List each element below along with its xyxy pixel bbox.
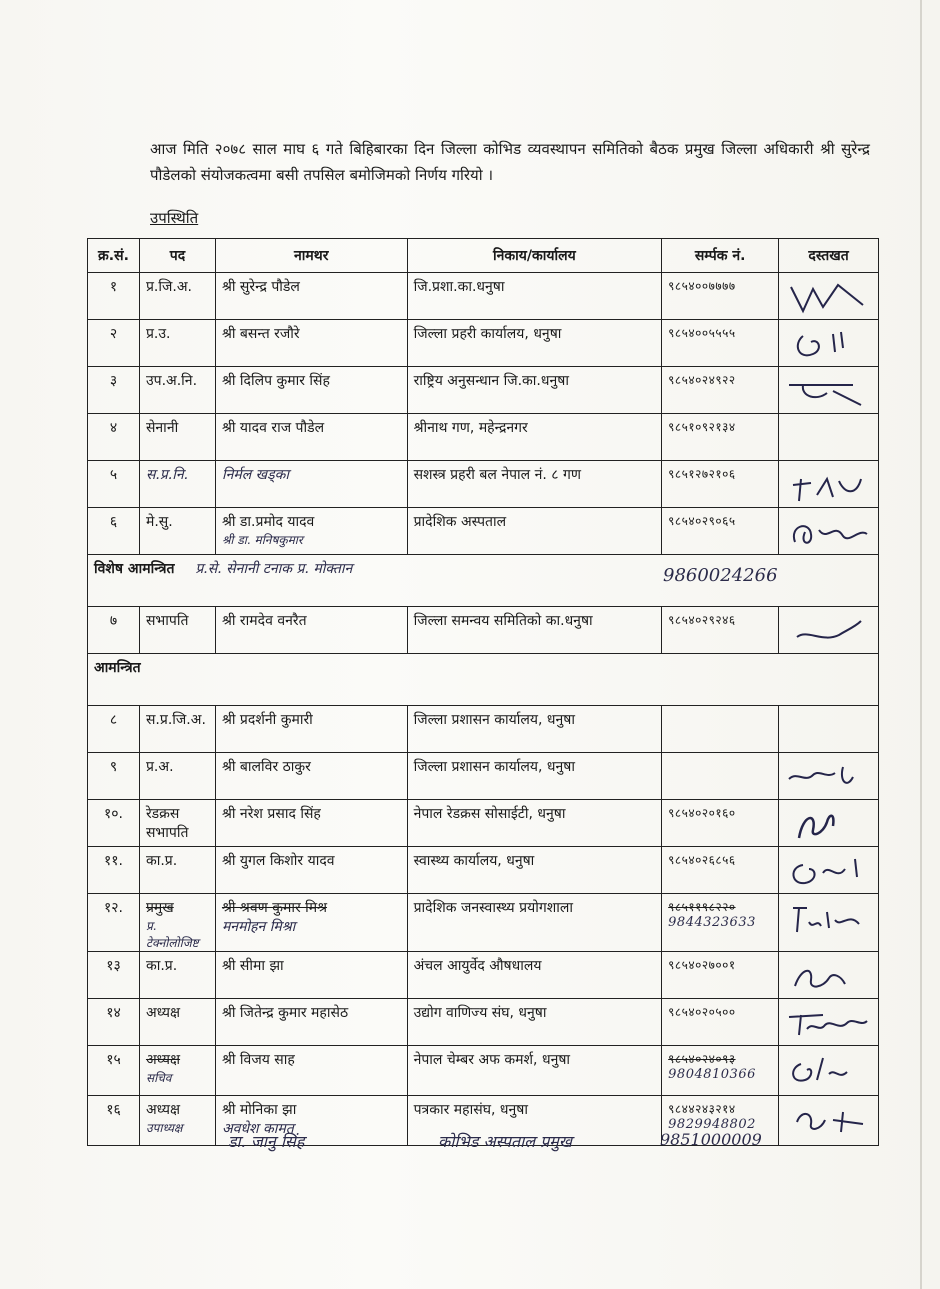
cell-position-handwritten: उपाध्यक्ष xyxy=(145,1121,183,1135)
header-name: नामथर xyxy=(215,239,407,273)
table-row xyxy=(88,320,879,367)
cell-signature xyxy=(779,461,879,508)
cell-phone: ९८५४०२४९२२ xyxy=(662,367,779,414)
cell-name-printed: श्री श्रवण कुमार मिश्र xyxy=(221,900,328,916)
footer-handwritten-phone: 9851000009 xyxy=(660,1130,762,1149)
signature-mark xyxy=(783,465,873,505)
cell-phone xyxy=(662,1046,779,1096)
footer-handwritten-name: डा. जानु सिंह xyxy=(228,1132,305,1151)
cell-name-handwritten: श्री डा. मनिषकुमार xyxy=(221,533,303,547)
cell-signature xyxy=(779,367,879,414)
cell-phone: ९८५४०२९०६५ xyxy=(662,508,779,555)
signature-mark xyxy=(783,757,873,797)
cell-name: श्री विजय साह xyxy=(215,1046,407,1096)
cell-sn: ७ xyxy=(88,607,140,654)
signature-mark xyxy=(783,804,873,844)
cell-name: श्री नरेश प्रसाद सिंह xyxy=(215,800,407,847)
cell-name: श्री यादव राज पौडेल xyxy=(215,414,407,461)
cell-sn: ५ xyxy=(88,461,140,508)
cell-position-handwritten: सचिव xyxy=(145,1071,172,1085)
cell-position: सेनानी xyxy=(139,414,215,461)
attendance-table xyxy=(87,238,879,1146)
cell-name: श्री प्रदर्शनी कुमारी xyxy=(215,706,407,753)
cell-signature xyxy=(779,607,879,654)
cell-name: श्री बसन्त रजौरे xyxy=(215,320,407,367)
table-row xyxy=(88,753,879,800)
cell-office: जिल्ला प्रशासन कार्यालय, धनुषा xyxy=(407,753,662,800)
cell-signature xyxy=(779,1096,879,1146)
cell-name: श्री सीमा झा xyxy=(215,952,407,999)
cell-signature xyxy=(779,753,879,800)
cell-signature xyxy=(779,894,879,952)
cell-phone xyxy=(662,706,779,753)
cell-phone: ९८५४०२७००१ xyxy=(662,952,779,999)
cell-position: स.प्र.जि.अ. xyxy=(139,706,215,753)
footer-handwritten-title: कोभिड अस्पताल प्रमुख xyxy=(438,1132,572,1151)
cell-office: जिल्ला प्रहरी कार्यालय, धनुषा xyxy=(407,320,662,367)
cell-name-printed: श्री मोनिका झा xyxy=(221,1102,297,1118)
cell-position: उप.अ.नि. xyxy=(139,367,215,414)
cell-sn: ८ xyxy=(88,706,140,753)
cell-position-printed: अध्यक्ष xyxy=(145,1102,181,1118)
cell-name-handwritten: मनमोहन मिश्रा xyxy=(221,919,296,935)
cell-name xyxy=(215,508,407,555)
signature-mark xyxy=(783,851,873,891)
special-invited-row xyxy=(88,555,879,607)
cell-sn: १६ xyxy=(88,1096,140,1146)
table-row xyxy=(88,414,879,461)
cell-name xyxy=(215,894,407,952)
cell-signature xyxy=(779,999,879,1046)
invited-label: आमन्त्रित xyxy=(88,654,879,706)
cell-phone: ९८५४०२६८५६ xyxy=(662,847,779,894)
cell-phone-printed: ९८४४२४३२१४ xyxy=(668,1102,736,1116)
cell-position xyxy=(139,1096,215,1146)
cell-name-printed: श्री डा.प्रमोद यादव xyxy=(221,514,315,530)
cell-name: श्री सुरेन्द्र पौडेल xyxy=(215,273,407,320)
invited-row xyxy=(88,654,879,706)
cell-position xyxy=(139,894,215,952)
cell-signature xyxy=(779,414,879,461)
cell-phone: ९८५१०९२१३४ xyxy=(662,414,779,461)
table-row xyxy=(88,508,879,555)
signature-mark xyxy=(783,512,873,552)
cell-sn: १०. xyxy=(88,800,140,847)
cell-sn: ९ xyxy=(88,753,140,800)
cell-position: प्र.अ. xyxy=(139,753,215,800)
table-row xyxy=(88,952,879,999)
cell-name: निर्मल खड्का xyxy=(215,461,407,508)
section-title-attendance: उपस्थिति xyxy=(150,209,199,227)
header-office: निकाय/कार्यालय xyxy=(407,239,662,273)
special-invited-phone: 9860024266 xyxy=(663,565,778,586)
cell-sn: १४ xyxy=(88,999,140,1046)
cell-phone: ९८५४००५५५५ xyxy=(662,320,779,367)
cell-position: सभापति xyxy=(139,607,215,654)
cell-office: नेपाल चेम्बर अफ कमर्श, धनुषा xyxy=(407,1046,662,1096)
cell-name: श्री रामदेव वनरैत xyxy=(215,607,407,654)
cell-signature xyxy=(779,800,879,847)
cell-sn: ६ xyxy=(88,508,140,555)
cell-position-printed: प्रमुख xyxy=(145,900,174,916)
cell-position: अध्यक्ष xyxy=(139,999,215,1046)
cell-signature xyxy=(779,320,879,367)
cell-position: प्र.उ. xyxy=(139,320,215,367)
table-row xyxy=(88,800,879,847)
cell-position xyxy=(139,1046,215,1096)
cell-office: पत्रकार महासंघ, धनुषा xyxy=(407,1096,662,1146)
cell-office: स्वास्थ्य कार्यालय, धनुषा xyxy=(407,847,662,894)
cell-phone-printed: ९८५४०२४०९३ xyxy=(668,1052,736,1066)
cell-position: मे.सु. xyxy=(139,508,215,555)
cell-phone: ९८५४०२९२४६ xyxy=(662,607,779,654)
signature-mark xyxy=(783,611,873,651)
cell-phone xyxy=(662,753,779,800)
cell-phone: ९८५१२७२१०६ xyxy=(662,461,779,508)
cell-position: प्र.जि.अ. xyxy=(139,273,215,320)
signature-mark xyxy=(783,956,873,996)
cell-phone-handwritten: 9829948802 xyxy=(668,1117,756,1132)
cell-signature xyxy=(779,508,879,555)
cell-phone-printed: ९८५११९८२२० xyxy=(668,900,736,914)
cell-office: प्रादेशिक अस्पताल xyxy=(407,508,662,555)
cell-position: का.प्र. xyxy=(139,952,215,999)
signature-mark xyxy=(783,1100,873,1140)
cell-sn: १५ xyxy=(88,1046,140,1096)
signature-mark xyxy=(783,277,873,317)
cell-sn: १२. xyxy=(88,894,140,952)
cell-name-handwritten: अवधेश कामत xyxy=(221,1121,294,1137)
table-row xyxy=(88,847,879,894)
cell-position-handwritten: प्र. टेक्नोलोजिष्ट xyxy=(145,919,199,950)
cell-office: जिल्ला समन्वय समितिको का.धनुषा xyxy=(407,607,662,654)
header-sn: क्र.सं. xyxy=(88,239,140,273)
table-row xyxy=(88,706,879,753)
cell-signature xyxy=(779,952,879,999)
signature-mark xyxy=(783,324,873,364)
cell-phone xyxy=(662,894,779,952)
cell-office: जिल्ला प्रशासन कार्यालय, धनुषा xyxy=(407,706,662,753)
special-invited-label: विशेष आमन्त्रित xyxy=(94,561,175,577)
header-signature: दस्तखत xyxy=(779,239,879,273)
cell-phone: ९८५४००७७७७ xyxy=(662,273,779,320)
signature-mark xyxy=(783,898,873,938)
intro-paragraph: आज मिति २०७८ साल माघ ६ गते बिहिबारका दिन जिल्ला कोभिड व्यवस्थापन समितिको बैठक प्रमुख जिल्ला अधिकारी श्री सुरेन्द्र पौडेलको संयोजकत्वमा बसी तपसिल बमोजिमको निर्णय गरियो । xyxy=(150,140,870,184)
header-phone: सर्म्पक नं. xyxy=(662,239,779,273)
cell-signature xyxy=(779,1046,879,1096)
table-row xyxy=(88,461,879,508)
header-position: पद xyxy=(139,239,215,273)
cell-phone: ९८५४०२०१६० xyxy=(662,800,779,847)
table-row xyxy=(88,367,879,414)
cell-name: श्री जितेन्द्र कुमार महासेठ xyxy=(215,999,407,1046)
cell-phone-handwritten: 9804810366 xyxy=(668,1067,756,1082)
special-invited-cell xyxy=(88,555,879,607)
signature-mark xyxy=(783,1003,873,1043)
cell-position: स.प्र.नि. xyxy=(139,461,215,508)
signature-mark xyxy=(783,1050,873,1090)
cell-office: प्रादेशिक जनस्वास्थ्य प्रयोगशाला xyxy=(407,894,662,952)
cell-signature xyxy=(779,273,879,320)
cell-sn: ३ xyxy=(88,367,140,414)
table-header-row xyxy=(88,239,879,273)
cell-sn: १ xyxy=(88,273,140,320)
cell-name: श्री दिलिप कुमार सिंह xyxy=(215,367,407,414)
table-row xyxy=(88,999,879,1046)
cell-phone-handwritten: 9844323633 xyxy=(668,915,756,930)
cell-signature xyxy=(779,706,879,753)
cell-sn: १३ xyxy=(88,952,140,999)
cell-sn: २ xyxy=(88,320,140,367)
cell-name: श्री बालविर ठाकुर xyxy=(215,753,407,800)
table-row xyxy=(88,273,879,320)
cell-position: का.प्र. xyxy=(139,847,215,894)
cell-office: श्रीनाथ गण, महेन्द्रनगर xyxy=(407,414,662,461)
cell-office: उद्योग वाणिज्य संघ, धनुषा xyxy=(407,999,662,1046)
cell-position: रेडक्रस सभापति xyxy=(139,800,215,847)
cell-name: श्री युगल किशोर यादव xyxy=(215,847,407,894)
cell-office: राष्ट्रिय अनुसन्धान जि.का.धनुषा xyxy=(407,367,662,414)
cell-office: अंचल आयुर्वेद औषधालय xyxy=(407,952,662,999)
page-edge-line xyxy=(920,0,922,1289)
table-row xyxy=(88,894,879,952)
cell-signature xyxy=(779,847,879,894)
cell-sn: ४ xyxy=(88,414,140,461)
cell-phone: ९८५४०२०५०० xyxy=(662,999,779,1046)
cell-office: सशस्त्र प्रहरी बल नेपाल नं. ८ गण xyxy=(407,461,662,508)
cell-office: नेपाल रेडक्रस सोसाईटी, धनुषा xyxy=(407,800,662,847)
table-row xyxy=(88,607,879,654)
special-invited-handwritten: प्र.से. सेनानी टनाक प्र. मोक्तान xyxy=(195,561,353,577)
cell-office: जि.प्रशा.का.धनुषा xyxy=(407,273,662,320)
cell-position-printed: अध्यक्ष xyxy=(145,1052,181,1068)
signature-mark xyxy=(783,371,873,411)
table-row xyxy=(88,1046,879,1096)
cell-sn: ११. xyxy=(88,847,140,894)
